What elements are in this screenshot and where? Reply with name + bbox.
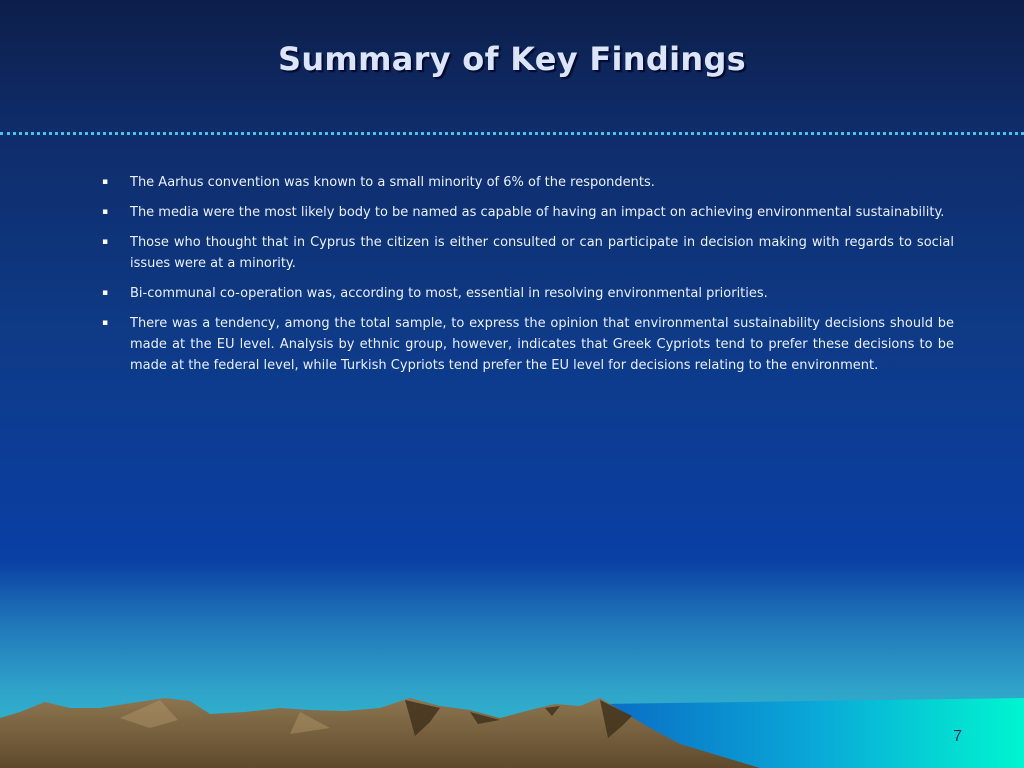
slide-title: Summary of Key Findings	[278, 40, 746, 78]
square-bullet-icon: ▪	[102, 318, 109, 328]
list-item	[102, 232, 954, 274]
square-bullet-icon: ▪	[102, 207, 109, 217]
list-item	[102, 202, 954, 223]
bullet-text: The Aarhus convention was known to a small minority of 6% of the respondents.	[130, 175, 655, 190]
mountain-landscape	[0, 698, 1024, 768]
bullet-text: Those who thought that in Cyprus the citizen is either consulted or can participate in decision making with regards to social issues were at a minority.	[130, 235, 954, 271]
bullet-text: There was a tendency, among the total sample, to express the opinion that environmental sustainability decisions should be made at the EU level. Analysis by ethnic group, however, indicates that Greek Cypriots tend to prefer these decisions to be made at the federal level, while Turkish Cypriots tend prefer the EU level for decisions relating to the environment.	[130, 316, 954, 373]
list-item	[102, 283, 954, 304]
page-number: 7	[953, 728, 962, 745]
bullet-text: Bi-communal co-operation was, according to most, essential in resolving environmental priorities.	[130, 286, 768, 301]
title-divider	[0, 132, 1024, 135]
list-item	[102, 172, 954, 193]
list-item	[102, 313, 954, 376]
square-bullet-icon: ▪	[102, 237, 109, 247]
square-bullet-icon: ▪	[102, 288, 109, 298]
square-bullet-icon: ▪	[102, 177, 109, 187]
bullet-text: The media were the most likely body to be named as capable of having an impact on achieving environmental sustainability.	[130, 205, 945, 220]
findings-list	[102, 172, 954, 385]
